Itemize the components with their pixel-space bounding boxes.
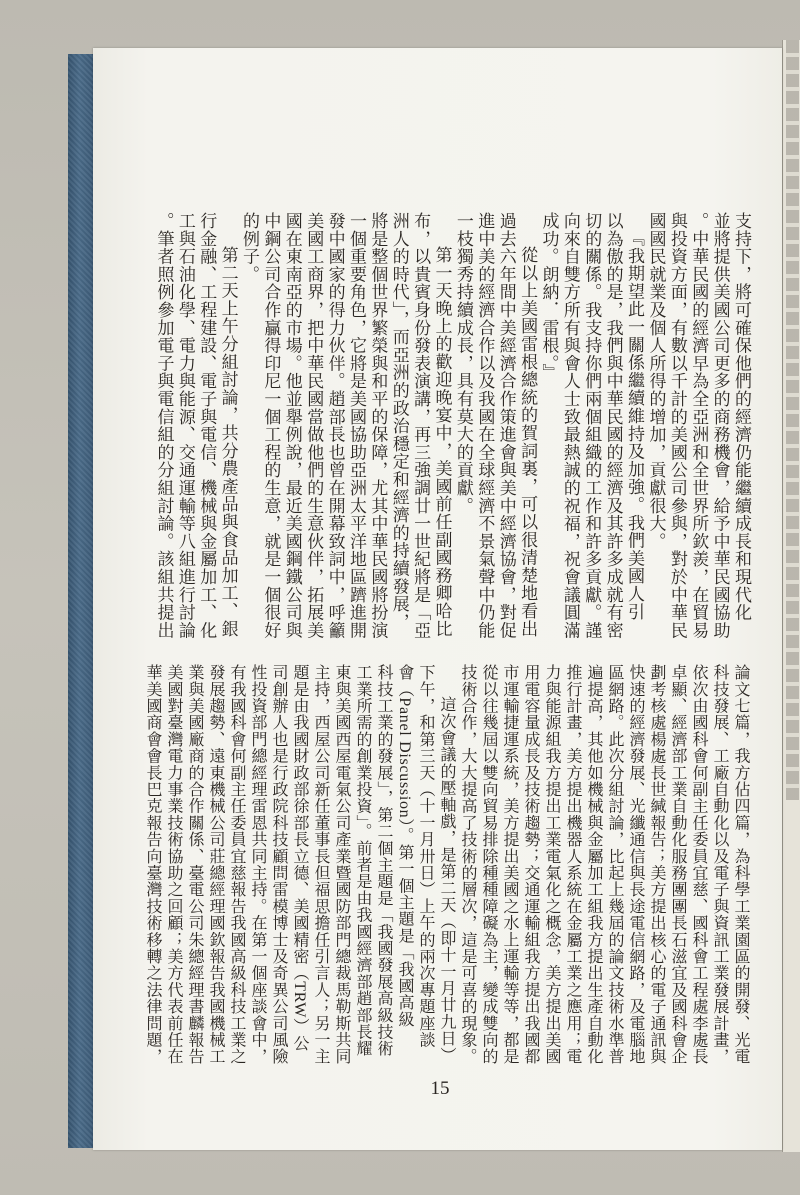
- lower-column: 會（Panel Discussion）。第一個主題是「我國高級: [396, 664, 413, 1028]
- upper-column: 以為傲的是，我們與中華民國的經濟及其許多成就有密: [603, 212, 623, 640]
- upper-column: 『我期望此一關係繼續維持及加強。我們美國人引: [625, 229, 645, 621]
- lower-column: 性投資部門總經理雷恩共同主持。在第一個座談會中，: [249, 664, 266, 1065]
- upper-column: 第二天上午分組討論，共分農產品與食品加工、銀: [218, 246, 238, 638]
- lower-column: 美國對臺灣電力事業技術協助之回顧；美方代表前任在: [165, 664, 182, 1065]
- lower-text-tier: [142, 664, 751, 1070]
- lower-column: 華美國商會會長巴克報告向臺灣技術移轉之法律問題，: [144, 664, 161, 1065]
- lower-column: 有我國科會何副主任委員宜慈報告我國高級科技工業之: [228, 664, 245, 1065]
- adjacent-page-text-shadow: [786, 40, 799, 800]
- upper-column: 國國民就業及個人所得的增加，貢獻很大。: [646, 212, 666, 551]
- lower-column: 用電容量成長及技術趨勢；交通運輸組我方提出我國都: [522, 664, 539, 1065]
- upper-column: 發中國家的得力伙伴。趙部長也曾在開幕致詞中，呼籲: [325, 212, 345, 640]
- upper-column: 一個重要角色，它將是美國協助亞洲太平洋地區躋進開: [346, 212, 366, 640]
- lower-column: 遍提高，其他如機械與金屬加工組我方提出生產自動化: [585, 664, 602, 1065]
- upper-column: 第一天晚上的歡迎晚宴中，美國前任副國務卿哈比: [432, 246, 452, 638]
- lower-column: 論文七篇，我方佔四篇，為科學工業園區的開發、光電: [732, 664, 749, 1065]
- lower-column: 市運輸捷運系統，美方提出美國之水上運輸等等，都是: [501, 664, 518, 1065]
- lower-column: 力與能源組我方提出工業電氣化之概念，美方提出美國: [543, 664, 560, 1065]
- upper-column: 的例子。: [240, 212, 260, 284]
- upper-column: 國在東南亞的市場。他並舉例說，最近美國鋼鐵公司與: [282, 212, 302, 640]
- lower-column: 依次由國科會何副主任委員宜慈、國科會工程處李處長: [690, 664, 707, 1065]
- upper-text-tier: [152, 212, 752, 644]
- lower-column: 主持，西屋公司新任董事長但福思擔任引言人；另一主: [312, 664, 329, 1065]
- upper-column: 支持下，將可確保他們的經濟仍能繼續成長和現代化: [732, 212, 751, 622]
- lower-column: 卓顯、經濟部工業自動化服務團團長石滋宜及國科會企: [669, 664, 686, 1065]
- book-binding: [68, 54, 93, 1148]
- lower-column: 司創辦人也是行政院科技顧問雷模博士及奇異公司風險: [270, 664, 287, 1065]
- upper-column: 行金融、工程建設、電子與電信、機械與金屬加工、化: [197, 212, 217, 640]
- lower-column: 工業所需的創業投資」。前者是由我國經濟部趙部長耀: [354, 664, 371, 1057]
- lower-column: 從以往幾屆以雙向貿易排除種種障礙為主，變成雙向的: [480, 664, 497, 1065]
- lower-column: 東與美國西屋電氣公司產業暨國防部門總裁馬勒斯共同: [333, 664, 350, 1065]
- adjacent-page-edge: [782, 40, 800, 1152]
- upper-column: 。筆者照例參加電子與電信組的分組討論。該組共提出: [154, 212, 174, 640]
- lower-column: 這次會議的壓軸戲，是第二天（即十一月廿九日）: [438, 696, 455, 1064]
- upper-column: 進中美的經濟合作以及我國在全球經濟不景氣聲中仍能: [475, 212, 495, 640]
- page-number: 15: [430, 1078, 450, 1099]
- upper-column: 與投資方面，有數以千計的美國公司參與，對於中華民: [667, 212, 687, 640]
- upper-column: 工與石油化學、電力與能源、交通運輸等八組進行討論: [175, 212, 195, 640]
- lower-column: 題是由我國財政部徐部長立德、美國精密（TRW）公: [291, 664, 308, 1052]
- upper-column: 過去六年間中美經濟合作策進會與美中經濟協會，對促: [496, 212, 516, 640]
- upper-column: 並將提供美國公司更多的商務機會，給予中華民國協助: [710, 212, 730, 640]
- upper-column: 洲人的時代」，而亞洲的政治穩定和經濟的持續發展，: [389, 212, 409, 631]
- upper-column: 。中華民國的經濟早為全亞洲和全世界所欽羨，在貿易: [689, 212, 709, 640]
- upper-column: 成功。朗納．雷根。』: [539, 212, 559, 382]
- upper-column: 布，以貴賓身份發表演講，再三強調廿一世紀將是「亞: [411, 212, 431, 640]
- lower-column: 發展趨勢、遠東機械公司莊總經理國欽報告我國機械工: [207, 664, 224, 1065]
- upper-column: 從以上美國雷根總統的賀詞裏，可以很清楚地看出: [518, 246, 538, 638]
- upper-column: 切的關係。我支持你們兩個組織的工作和許多貢獻。謹: [582, 212, 602, 640]
- upper-column: 一枝獨秀持續成長，具有莫大的貢獻。: [453, 212, 473, 515]
- upper-column: 將是整個世界繁榮與和平的保障，尤其中華民國將扮演: [368, 212, 388, 640]
- upper-column: 中鋼公司合作贏得印尼一個工程的生意，就是一個很好: [261, 212, 281, 640]
- upper-column: 美國工商界，把中華民國當做他們的生意伙伴，拓展美: [304, 212, 324, 640]
- lower-column: 業與美國廠商的合作關係、臺電公司朱總經理書麟報告: [186, 664, 203, 1065]
- lower-column: 科技發展、工廠自動化以及電子與資訊工業發展計畫，: [711, 664, 728, 1065]
- lower-column: 下午，和第三天（十一月卅日）上午的兩次專題座談: [417, 664, 434, 1049]
- lower-column: 科技工業的發展」，第二個主題是「我國發展高級技術: [375, 664, 392, 1057]
- lower-column: 區網路。此次分組討論，比起上幾屆的論文技術水準普: [606, 664, 623, 1065]
- upper-column: 向來自雙方所有與會人士致最熱誠的祝福，祝會議圓滿: [560, 212, 580, 640]
- lower-column: 推行計畫，美方提出機器人系統在金屬工業之應用；電: [564, 664, 581, 1065]
- lower-column: 快速的經濟發展、光纖通信與長途電信網路，及電腦地: [627, 664, 644, 1065]
- lower-column: 技術合作，大大提高了技術的層次，這是可喜的現象。: [459, 664, 476, 1065]
- lower-column: 劃考核處楊處長世緘報告；美方提出核心的電子通訊與: [648, 664, 665, 1065]
